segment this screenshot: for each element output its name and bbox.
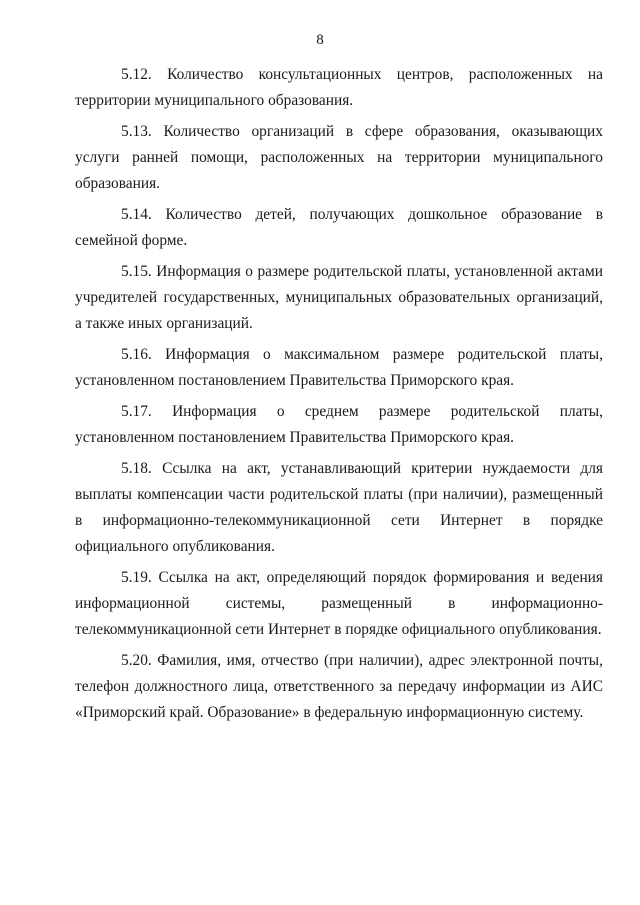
paragraph-5-18: 5.18. Ссылка на акт, устанавливающий критерии нуждаемости для выплаты компенсации части родительской платы (при наличии), размещенный в информационно-телекоммуникационной сети Интернет в порядке официального опубликования. (75, 460, 603, 555)
document-body (75, 62, 603, 731)
paragraph-5-14: 5.14. Количество детей, получающих дошкольное образование в семейной форме. (75, 206, 603, 249)
paragraph-5-19: 5.19. Ссылка на акт, определяющий порядок формирования и ведения информационной системы, размещенный в информационно-телекоммуникационной сети Интернет в порядке официального опубликования. (75, 569, 603, 638)
paragraph-5-17: 5.17. Информация о среднем размере родительской платы, установленном постановлением Правительства Приморского края. (75, 403, 603, 446)
paragraph-5-20: 5.20. Фамилия, имя, отчество (при наличии), адрес электронной почты, телефон должностного лица, ответственного за передачу информации из АИС «Приморский край. Образование» в федеральную информационную систему. (75, 652, 603, 721)
paragraph-5-12: 5.12. Количество консультационных центров, расположенных на территории муниципального образования. (75, 66, 603, 109)
paragraph-5-13: 5.13. Количество организаций в сфере образования, оказывающих услуги ранней помощи, расположенных на территории муниципального образования. (75, 123, 603, 192)
paragraph-5-15: 5.15. Информация о размере родительской платы, установленной актами учредителей государственных, муниципальных образовательных организаций, а также иных организаций. (75, 263, 603, 332)
page-number: 8 (316, 32, 324, 48)
paragraph-5-16: 5.16. Информация о максимальном размере родительской платы, установленном постановлением Правительства Приморского края. (75, 346, 603, 389)
